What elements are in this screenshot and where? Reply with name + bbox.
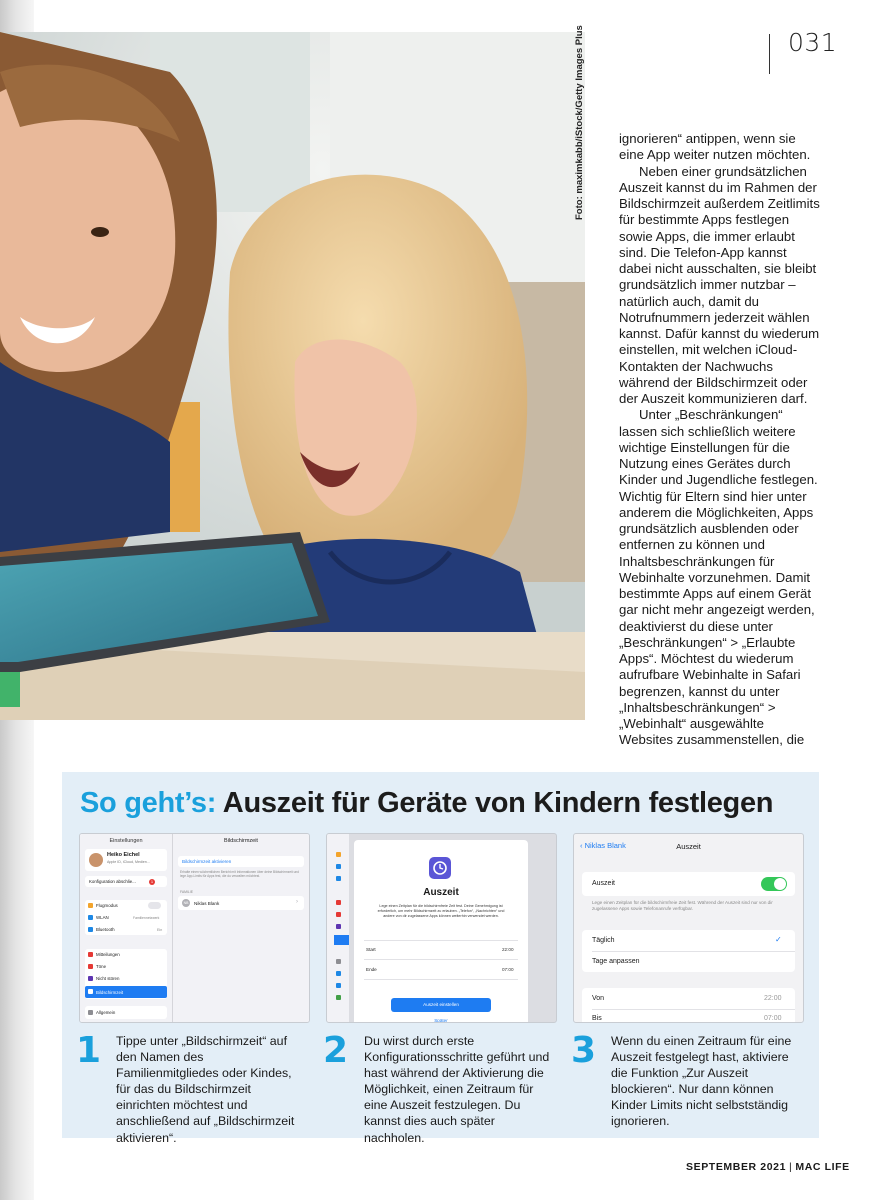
member-row[interactable] — [178, 896, 304, 910]
setup-sheet — [354, 840, 528, 1022]
wlan-value: Familiennetzwerk — [133, 915, 160, 920]
bluetooth-icon — [88, 927, 93, 932]
screenshot-downtime-setup — [326, 833, 557, 1023]
time-group — [582, 988, 795, 1023]
footer-separator: | — [789, 1161, 793, 1173]
from-value[interactable]: 22:00 — [764, 995, 782, 1002]
footer-date: SEPTEMBER 2021 — [686, 1161, 787, 1173]
from-label: Von — [592, 995, 605, 1002]
page-number-rule — [769, 34, 770, 74]
airplane-toggle[interactable] — [148, 902, 161, 909]
notify-group — [85, 949, 167, 999]
member-avatar: NB — [183, 901, 189, 905]
hourglass-icon — [88, 989, 93, 994]
app-icon — [336, 995, 341, 1000]
chevron-right-icon: › — [296, 899, 298, 905]
divider — [364, 959, 518, 960]
user-card[interactable] — [85, 849, 167, 871]
activate-desc: Erhalte einen wöchentlichen Bericht mit Informationen über deine Bildschirmzeit und lege App-Limits für Apps fest, die du verwalten möchtest. — [180, 870, 299, 879]
sidebar-item-mitteilungen[interactable]: Mitteilungen — [96, 952, 120, 957]
app-icon-selected — [334, 935, 349, 945]
sidebar-item-bildschirmzeit[interactable] — [85, 986, 167, 998]
body-paragraph: Neben einer grundsätzlichen Auszeit kannst du im Rahmen der Bildschirmzeit außerdem Zeitlimits für bestimmte Apps festlegen sowie Apps, die immer erlaubt sind. Die Telefon-App kannst dabei nicht ausschalten, sie bleibt grundsätzlich immer nutzbar – natürlich auch, damit du Notrufnummern jederzeit wählen kannst. Dafür kannst du wiederum einstellen, mit welchen iCloud-Kontakten der Nachwuchs während der Bildschirmzeit oder der Auszeit kommunizieren darf. — [619, 163, 820, 406]
config-row[interactable] — [85, 876, 167, 887]
divider — [364, 940, 518, 941]
chevron-left-icon: ‹ — [580, 841, 583, 850]
divider — [364, 979, 518, 980]
later-link[interactable]: Später — [434, 1018, 448, 1023]
step-text: Wenn du einen Zeitraum für eine Auszeit festgelegt hast, aktiviere die Funktion „Zur Auszeit blockieren“. Nur dann können Kinder Limits nicht selbstständig ignorieren. — [611, 1034, 792, 1129]
checkmark-icon: ✓ — [775, 935, 782, 944]
toggle-label: Auszeit — [592, 880, 615, 887]
notifications-icon — [88, 952, 93, 957]
body-paragraph: ignorieren“ antippen, wenn sie eine App weiter nutzen möchten. — [619, 131, 811, 163]
set-downtime-button[interactable]: Auszeit einstellen — [391, 998, 491, 1012]
screenshot-downtime-settings — [573, 833, 804, 1023]
setup-title: Auszeit — [423, 887, 459, 898]
hero-photo — [0, 25, 585, 720]
app-icon — [336, 852, 341, 857]
downtime-icon — [429, 857, 451, 879]
user-name: Heiko Eichel — [107, 852, 140, 858]
activate-link: Bildschirmzeit aktivieren — [182, 859, 232, 864]
howto-title-highlight: So geht’s: — [80, 787, 217, 819]
end-label: Ende — [366, 967, 377, 972]
setup-desc: Lege einen Zeitplan für die bildschirmfreie Zeit fest. Deine Genehmigung ist erforderlich, um mehr Bildschirmzeit zu erlauben. „Telefon“, „Nachrichten“ und andere von dir zugelassene Apps können weiterhin verwendet werden. — [377, 904, 505, 918]
sidebar-title: Einstellungen — [109, 838, 143, 844]
to-label: Bis — [592, 1015, 602, 1022]
step-number: 1 — [76, 1030, 102, 1071]
user-sub: Apple ID, iCloud, Medien... — [107, 860, 150, 864]
app-icon — [336, 959, 341, 964]
config-badge: 1 — [150, 878, 154, 884]
screenshot-settings — [79, 833, 310, 1023]
divider — [592, 1009, 795, 1010]
custom-days-option[interactable]: Tage anpassen — [592, 958, 640, 965]
moon-icon — [88, 976, 93, 981]
sidebar-item-allgemein[interactable]: Allgemein — [96, 1010, 116, 1015]
photo-credit: Foto: maximkabb/iStock/Getty Images Plus — [574, 25, 585, 220]
body-text-column — [619, 131, 821, 749]
footer-magazine: MAC LIFE — [795, 1161, 850, 1173]
page-footer — [686, 1161, 850, 1173]
member-name: Niklas Blank — [194, 900, 220, 906]
sidebar-item-wlan[interactable]: WLAN — [96, 915, 109, 920]
step-text: Du wirst durch erste Konfigurationsschritte geführt und hast während der Aktivierung die Möglichkeit, einen Zeitraum für eine Auszeit festzulegen. Du kannst dies auch später nachholen. — [364, 1034, 550, 1145]
step-number: 2 — [323, 1030, 349, 1071]
activate-row[interactable] — [178, 856, 304, 867]
step-text: Tippe unter „Bildschirmzeit“ auf den Namen des Familienmitgliedes oder Kindes, für das du Bildschirmzeit einrichten möchtest und anschließend auf „Bildschirmzeit aktivieren“. — [116, 1034, 295, 1145]
config-label: Konfiguration abschlie... — [89, 879, 136, 884]
page-number: 031 — [788, 28, 838, 57]
app-icon — [336, 900, 341, 905]
start-value[interactable]: 22:00 — [502, 947, 514, 952]
background-sidebar — [327, 834, 349, 1022]
app-icon — [336, 983, 341, 988]
howto-title — [80, 787, 773, 820]
children-with-tablet-photo — [0, 25, 585, 720]
wifi-icon — [88, 915, 93, 920]
gear-icon — [88, 1010, 93, 1015]
network-group — [85, 900, 167, 935]
daily-option[interactable]: Täglich — [592, 937, 615, 944]
avatar — [89, 853, 103, 867]
sidebar-item-toene[interactable]: Töne — [96, 964, 107, 969]
step-number: 3 — [571, 1030, 597, 1071]
downtime-desc: Lege einen Zeitplan für die bildschirmfreie Zeit fest. Während der Auszeit sind nur von dir zugelassene Apps sowie Telefonanrufe verfügbar. — [592, 900, 773, 911]
start-label: Start — [366, 947, 376, 952]
schedule-group — [582, 930, 795, 972]
app-icon — [336, 876, 341, 881]
sidebar-item-bluetooth[interactable]: Bluetooth — [96, 927, 115, 932]
body-paragraph: Unter „Beschränkungen“ lassen sich schließlich weitere wichtige Einstellungen für die Nutzung eines Gerätes durch Kinder und Jugendliche festlegen. Wichtig für Eltern sind hier unter anderem die Möglichkeiten, Apps grundsätzlich ausblenden oder entfernen zu können und Inhaltsbeschränkungen für Webinhalte vorzunehmen. Damit bestimmte Apps auf einem Gerät gar nicht mehr angezeigt werden, deaktivierst du diese unter „Beschränkungen“ > „Erlaubte Apps“. Möchtest du wiederum aufrufbare Webinhalte in Safari begrenzen, kannst du unter „Inhaltsbeschränkungen“ > „Webinhalt“ ausgewählte Websites zusammenstellen, die — [619, 407, 818, 748]
app-icon — [336, 864, 341, 869]
nav-title: Auszeit — [676, 842, 701, 851]
airplane-icon — [88, 903, 93, 908]
sidebar-item-label: Bildschirmzeit — [96, 989, 124, 995]
back-label: Niklas Blank — [584, 841, 626, 850]
to-value[interactable]: 07:00 — [764, 1015, 782, 1022]
app-icon — [336, 912, 341, 917]
sidebar-item-flugmodus[interactable]: Flugmodus — [96, 903, 118, 908]
end-value[interactable]: 07:00 — [502, 967, 514, 972]
downtime-toggle[interactable] — [761, 877, 787, 891]
general-group — [85, 1006, 167, 1019]
howto-title-rest: Auszeit für Geräte von Kindern festlegen — [222, 787, 774, 819]
family-label: FAMILIE — [180, 890, 194, 894]
toggle-row — [582, 872, 795, 896]
bluetooth-value: Ein — [157, 927, 163, 932]
app-icon — [336, 924, 341, 929]
app-icon — [336, 971, 341, 976]
divider — [592, 951, 795, 952]
detail-title: Bildschirmzeit — [224, 838, 258, 844]
sidebar-item-nicht-stoeren[interactable]: Nicht stören — [96, 976, 120, 981]
sounds-icon — [88, 964, 93, 969]
